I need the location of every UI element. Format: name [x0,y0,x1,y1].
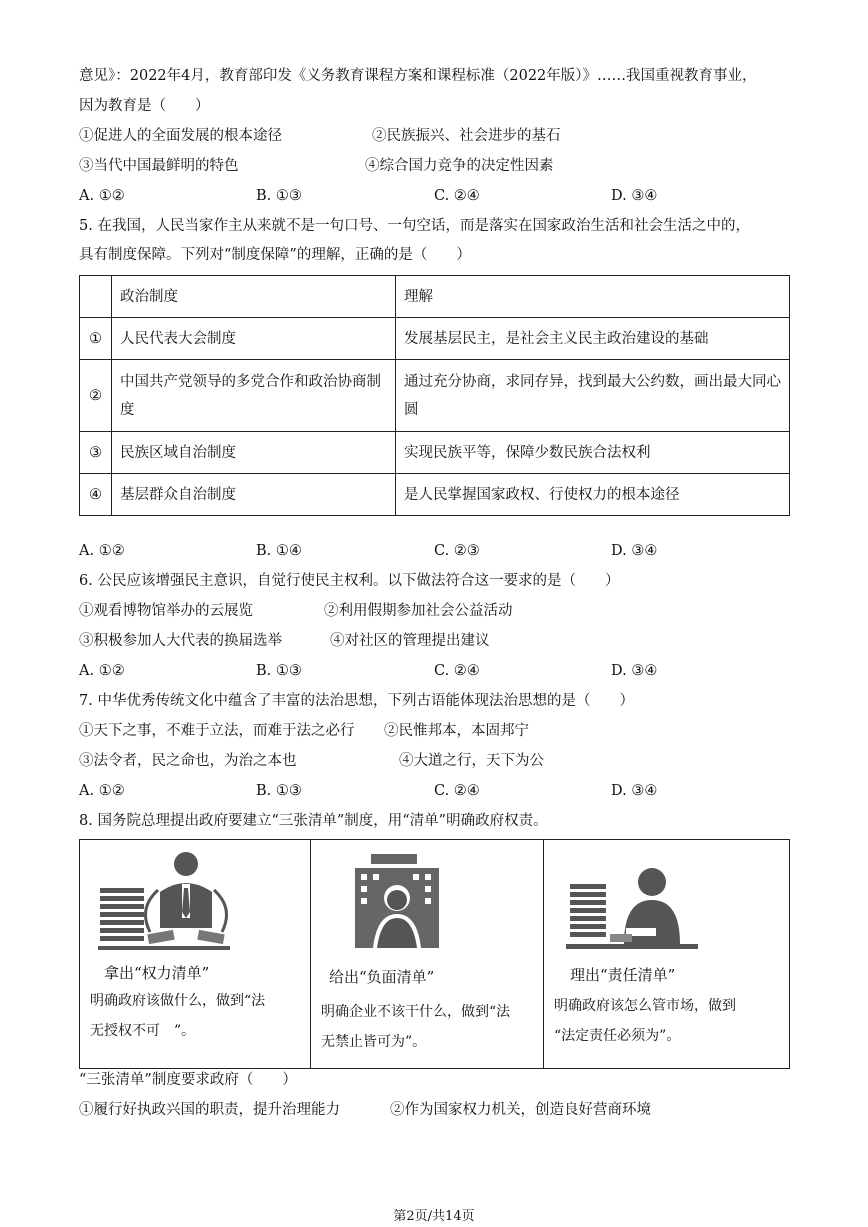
q8-item-1: ①履行好执政兴国的职责，提升治理能力 [79,1102,340,1118]
row-num: ① [80,318,112,360]
person-before-buildings-icon [351,848,451,957]
three-lists-figure [79,839,790,1069]
table-row [80,318,790,360]
q6-item-3: ③积极参加人大代表的换届选举 [79,633,282,649]
table-row [80,474,790,516]
q8-stem: 8. 国务院总理提出政府要建立“三张清单”制度，用“清单”明确政府权责。 [79,813,548,829]
q6-option-d: D. ③④ [611,663,658,679]
table-header-num [80,276,112,318]
q5-stem-line2: 具有制度保障。下列对“制度保障”的理解，正确的是（ ） [79,247,471,263]
q5-option-b: B. ①④ [256,543,302,559]
panel-caption: 拿出“权力清单” [104,964,210,982]
official-with-documents-icon [98,848,238,957]
row-system: 民族区域自治制度 [112,432,396,474]
row-meaning: 实现民族平等，保障少数民族合法权利 [396,432,790,474]
row-meaning: 发展基层民主，是社会主义民主政治建设的基础 [396,318,790,360]
panel-responsibility-list [543,840,789,1068]
q7-option-a: A. ①② [79,783,125,799]
panel-caption: 给出“负面清单” [329,968,435,986]
table-row [80,360,790,432]
q4-option-a: A. ①② [79,188,125,204]
q7-option-d: D. ③④ [611,783,658,799]
table-header-system: 政治制度 [112,276,396,318]
q6-option-a: A. ①② [79,663,125,679]
row-meaning: 是人民掌握国家政权、行使权力的根本途径 [396,474,790,516]
table-header-row [80,276,790,318]
person-at-desk-icon [566,848,706,957]
row-num: ③ [80,432,112,474]
q6-item-2: ②利用假期参加社会公益活动 [324,603,513,619]
row-num: ④ [80,474,112,516]
panel-caption: 理出“责任清单” [570,966,676,984]
q5-table [79,275,790,516]
q6-option-c: C. ②④ [434,663,480,679]
panel-desc-line1: 明确政府该做什么，做到“法 [90,993,266,1009]
q4-item-1: ①促进人的全面发展的根本途径 [79,128,282,144]
panel-desc-line1: 明确企业不该干什么，做到“法 [321,1004,511,1020]
q4-stem-line2: 因为教育是（ ） [79,98,210,114]
row-system: 人民代表大会制度 [112,318,396,360]
q6-stem: 6. 公民应该增强民主意识，自觉行使民主权利。以下做法符合这一要求的是（ ） [79,573,620,589]
row-system: 中国共产党领导的多党合作和政治协商制度 [112,360,396,432]
q6-item-1: ①观看博物馆举办的云展览 [79,603,253,619]
q7-item-3: ③法令者，民之命也，为治之本也 [79,753,297,769]
q6-item-4: ④对社区的管理提出建议 [330,633,490,649]
panel-negative-list [310,840,543,1068]
q7-item-1: ①天下之事，不难于立法，而难于法之必行 [79,723,355,739]
panel-desc-line2: 无禁止皆可为”。 [321,1034,427,1050]
row-meaning: 通过充分协商，求同存异，找到最大公约数，画出最大同心圆 [396,360,790,432]
row-num: ② [80,360,112,432]
q5-option-c: C. ②③ [434,543,480,559]
row-system: 基层群众自治制度 [112,474,396,516]
q7-item-2: ②民惟邦本，本固邦宁 [384,723,529,739]
q7-option-c: C. ②④ [434,783,480,799]
table-header-meaning: 理解 [396,276,790,318]
q4-item-4: ④综合国力竞争的决定性因素 [365,158,554,174]
panel-power-list [80,840,310,1068]
q8-question: “三张清单”制度要求政府（ ） [79,1072,297,1088]
page-footer: 第2页/共14页 [393,1209,475,1224]
panel-desc-line2: “法定责任必须为”。 [554,1028,681,1044]
q4-option-b: B. ①③ [256,188,302,204]
q4-item-2: ②民族振兴、社会进步的基石 [372,128,561,144]
table-row [80,432,790,474]
panel-desc-line1: 明确政府该怎么管市场，做到 [554,998,736,1014]
q4-option-d: D. ③④ [611,188,658,204]
q4-stem-line1: 意见》：2022年4月，教育部印发《义务教育课程方案和课程标准（2022年版）》……我国重视教育事业， [79,68,757,84]
q4-item-3: ③当代中国最鲜明的特色 [79,158,239,174]
q7-item-4: ④大道之行，天下为公 [399,753,544,769]
q5-option-d: D. ③④ [611,543,658,559]
q6-option-b: B. ①③ [256,663,302,679]
q7-option-b: B. ①③ [256,783,302,799]
q4-option-c: C. ②④ [434,188,480,204]
panel-desc-line2: 无授权不可 ”。 [90,1023,196,1039]
q7-stem: 7. 中华优秀传统文化中蕴含了丰富的法治思想，下列古语能体现法治思想的是（ ） [79,693,634,709]
q8-item-2: ②作为国家权力机关，创造良好营商环境 [390,1102,651,1118]
q5-option-a: A. ①② [79,543,125,559]
q5-stem-line1: 5. 在我国，人民当家作主从来就不是一句口号、一句空话，而是落实在国家政治生活和社会生活之中的， [79,218,750,234]
